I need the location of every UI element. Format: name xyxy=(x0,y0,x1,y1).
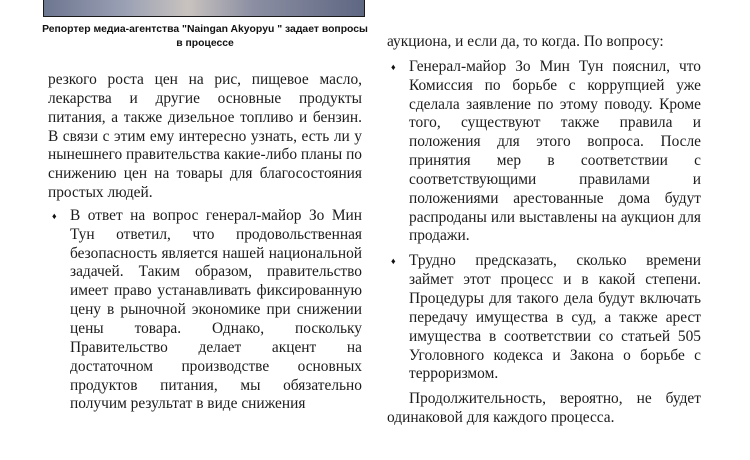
left-bullet-item xyxy=(48,207,362,414)
diamond-bullet-icon: ♦ xyxy=(391,256,396,267)
right-bullet-text-1: Генерал-майор Зо Мин Тун пояснил, что Комиссия по борьбе с коррупцией уже сделала заявление по этому поводу. Кроме того, существуют также правила и положения для этого вопроса. После принятия мер в соответствии с соответствующими правилами и положениями арестованные дома будут распроданы или выставлены на аукцион для продажи. xyxy=(409,57,701,245)
left-column xyxy=(48,71,362,414)
diamond-bullet-icon: ♦ xyxy=(391,61,396,72)
right-paragraph-2: Продолжительность, вероятно, не будет одинаковой для каждого процесса. xyxy=(387,390,701,427)
right-bullet-text-2: Трудно предсказать, сколько времени займет этот процесс и в какой степени. Процедуры для такого дела будут включать передачу имущества в суд, а также арест имущества в соответствии со статьей 505 Уголовного кодекса и Закона о борьбе с терроризмом. xyxy=(409,252,701,383)
left-bullet-text: В ответ на вопрос генерал-майор Зо Мин Тун ответил, что продовольственная безопасность является нашей национальной задачей. Таким образом, правительство имеет право устанавливать фиксированную цену в рыночной экономике при снижении цены товара. Однако, поскольку Правительство делает акцент на достаточном производстве основных продуктов питания, мы обязательно получим результат в виде снижения xyxy=(70,206,362,413)
right-bullet-item-2 xyxy=(387,252,701,384)
photo-caption: Репортер медиа-агентства "Naingan Akyopyu " задает вопросы в процессе xyxy=(42,24,368,49)
right-column xyxy=(387,33,701,428)
diamond-bullet-icon: ♦ xyxy=(52,210,57,221)
right-paragraph: аукциона, и если да, то когда. По вопросу: xyxy=(387,33,664,50)
left-paragraph: резкого роста цен на рис, пищевое масло, лекарства и другие основные продукты питания, а также дизельное топливо и бензин. В связи с этим ему интересно узнать, есть ли у нынешнего правительства какие-либо планы по снижению цен на товары для благосостояния простых людей. xyxy=(48,71,362,202)
right-bullet-item-1 xyxy=(387,58,701,246)
news-photo xyxy=(43,0,365,17)
